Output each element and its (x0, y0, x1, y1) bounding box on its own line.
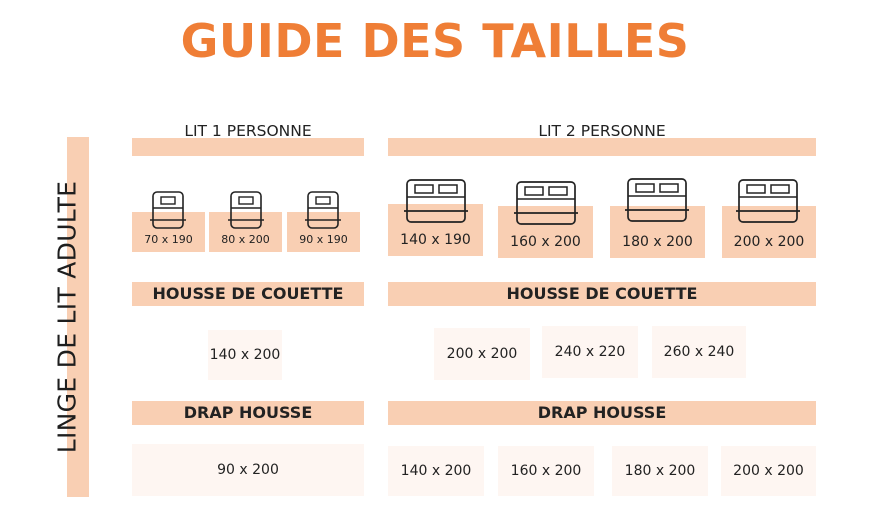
single-header-band (132, 138, 364, 156)
single-sheet-size-box (132, 444, 364, 496)
double-duvet-size-box (434, 328, 530, 380)
single-duvet-header-band (132, 282, 364, 306)
side-label-text: LINGE DE LIT ADULTE (52, 180, 82, 454)
double-sheet-size-box (498, 446, 594, 496)
sheet-size-label: 90 x 200 (217, 462, 279, 478)
single-bed-icon (150, 190, 186, 230)
double-bed-icon (625, 177, 689, 223)
double-bed-icon (404, 178, 468, 224)
double-sheet-size-box (388, 446, 484, 496)
page-title: GUIDE DES TAILLES (180, 14, 690, 68)
single-sheet-header: DRAP HOUSSE (183, 403, 313, 422)
bed-size-label: 180 x 200 (622, 234, 693, 250)
single-sheet-header-band (132, 401, 364, 425)
duvet-size-label: 260 x 240 (663, 344, 735, 360)
single-duvet-size-box (208, 330, 282, 380)
double-sheet-header: DRAP HOUSSE (537, 403, 667, 422)
sheet-size-label: 160 x 200 (510, 463, 582, 479)
bed-size-label: 90 x 190 (299, 233, 348, 246)
double-sheet-header-band (388, 401, 816, 425)
double-duvet-size-box (652, 326, 746, 378)
double-header-band (388, 138, 816, 156)
single-header: LIT 1 PERSONNE (184, 122, 312, 140)
single-duvet-header: HOUSSE DE COUETTE (152, 284, 344, 303)
double-sheet-size-box (612, 446, 708, 496)
duvet-size-label: 240 x 220 (554, 344, 626, 360)
double-sheet-size-box (721, 446, 816, 496)
double-duvet-header: HOUSSE DE COUETTE (506, 284, 698, 303)
sheet-size-label: 180 x 200 (624, 463, 696, 479)
bed-size-label: 140 x 190 (400, 232, 471, 248)
double-header: LIT 2 PERSONNE (538, 122, 666, 140)
bed-size-label: 70 x 190 (144, 233, 193, 246)
sheet-size-label: 140 x 200 (400, 463, 472, 479)
sheet-size-label: 200 x 200 (733, 463, 804, 479)
duvet-size-label: 200 x 200 (446, 346, 518, 362)
bed-size-label: 160 x 200 (510, 234, 581, 250)
bed-size-label: 80 x 200 (221, 233, 270, 246)
bed-size-label: 200 x 200 (733, 234, 805, 250)
single-bed-icon (305, 190, 341, 230)
single-bed-icon (228, 190, 264, 230)
double-duvet-size-box (542, 326, 638, 378)
double-duvet-header-band (388, 282, 816, 306)
duvet-size-label: 140 x 200 (209, 347, 281, 363)
double-bed-icon (736, 178, 800, 224)
double-bed-icon (514, 180, 578, 226)
